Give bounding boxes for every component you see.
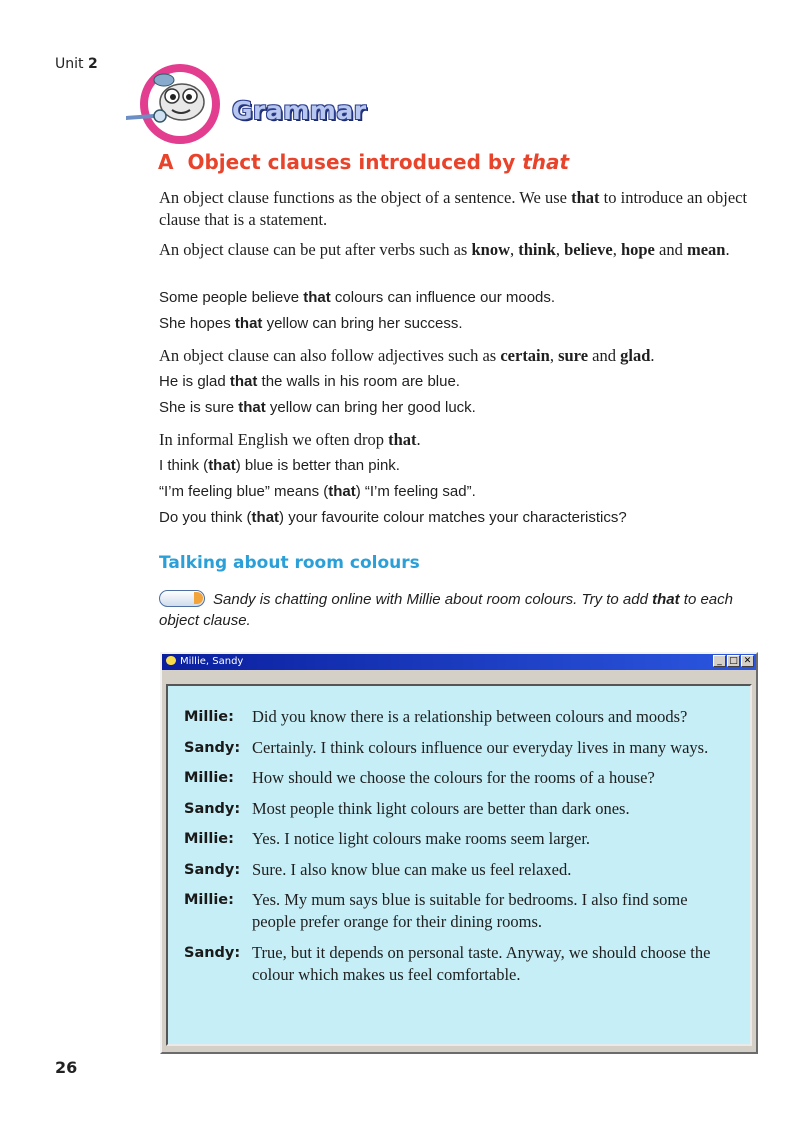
text: She is sure: [159, 399, 239, 416]
keyword: that: [328, 483, 356, 500]
subsection-heading: Talking about room colours: [159, 553, 420, 573]
text: ,: [612, 240, 621, 259]
section-a-heading: [158, 150, 569, 174]
grammar-mascot-icon: [124, 58, 228, 146]
chat-line: [184, 828, 730, 850]
keyword: that: [571, 188, 600, 207]
text: .: [725, 240, 730, 259]
text: I think (: [159, 457, 209, 474]
message-text: True, but it depends on personal taste. Anyway, we should choose the colour which makes us feel comfortable.: [252, 942, 711, 984]
keyword: that: [251, 509, 280, 526]
speaker-name: Millie:: [184, 770, 234, 786]
grammar-title: Grammar: [232, 96, 367, 125]
text: Some people believe: [159, 289, 304, 306]
keyword: believe: [564, 240, 613, 259]
task-pill-icon: [159, 590, 205, 607]
example-4: [159, 398, 759, 418]
text: Do you think (: [159, 509, 252, 526]
speaker-name: Sandy:: [184, 944, 241, 961]
paragraph-4: [159, 429, 759, 451]
keyword: hope: [620, 240, 655, 259]
unit-text: Unit: [55, 56, 84, 72]
keyword: that: [234, 315, 263, 332]
close-button[interactable]: ✕: [741, 655, 754, 667]
chat-line: [184, 859, 730, 881]
text: to introduce an object clause that is a statement.: [159, 188, 748, 229]
message-text: Certainly. I think colours influence our everyday lives in many ways.: [252, 737, 709, 757]
speaker-name: Millie:: [184, 831, 234, 847]
speaker-name: Sandy:: [184, 800, 241, 817]
text: Sandy is chatting online with Millie about room colours. Try to add: [213, 591, 653, 608]
example-5: [159, 456, 759, 476]
chat-bubble-icon: [166, 656, 176, 665]
paragraph-2: [159, 239, 759, 261]
example-7: [159, 508, 759, 528]
text: ) your favourite colour matches your characteristics?: [279, 509, 627, 526]
text: In informal English we often drop: [159, 430, 389, 449]
maximize-button[interactable]: □: [727, 655, 740, 667]
paragraph-1: [159, 187, 759, 231]
example-3: [159, 372, 759, 392]
message-text: How should we choose the colours for the rooms of a house?: [252, 768, 655, 787]
keyword: sure: [558, 346, 589, 365]
text: ) blue is better than pink.: [235, 457, 400, 474]
chat-line: [184, 767, 730, 789]
chat-line: [184, 798, 730, 820]
text: yellow can bring her success.: [262, 315, 463, 332]
chat-line: [184, 706, 730, 728]
chat-window: [160, 652, 758, 1054]
page-number: 26: [55, 1058, 78, 1077]
keyword: think: [518, 240, 556, 259]
chat-titlebar[interactable]: [162, 654, 756, 670]
window-controls: [713, 655, 754, 667]
text: ,: [549, 346, 559, 365]
keyword: that: [303, 289, 331, 306]
chat-transcript: [166, 684, 752, 1046]
text: She hopes: [159, 315, 235, 332]
keyword: that: [238, 399, 266, 416]
keyword: that: [208, 457, 236, 474]
unit-label: [55, 56, 98, 72]
chat-window-title: Millie, Sandy: [180, 656, 244, 667]
message-text: Yes. I notice light colours make rooms seem larger.: [252, 829, 591, 848]
text: to each object clause.: [159, 591, 733, 629]
minimize-button[interactable]: _: [713, 655, 726, 667]
example-6: [159, 482, 759, 502]
keyword: certain: [500, 346, 550, 365]
speaker-name: Millie:: [184, 892, 234, 908]
paragraph-3: [159, 345, 759, 367]
unit-number: 2: [87, 56, 98, 72]
keyword: that: [229, 373, 258, 390]
text: “I’m feeling blue” means (: [159, 483, 329, 500]
text: ,: [555, 240, 565, 259]
example-2: [159, 314, 759, 334]
text: An object clause functions as the object of a sentence. We use: [159, 188, 572, 207]
text: An object clause can be put after verbs such as: [159, 240, 472, 259]
text: .: [416, 430, 421, 449]
text: colours can influence our moods.: [330, 289, 556, 306]
task-instruction: [159, 589, 759, 631]
keyword: know: [471, 240, 510, 259]
speaker-name: Sandy:: [184, 739, 241, 756]
message-text: Did you know there is a relationship between colours and moods?: [252, 707, 688, 726]
text: An object clause can also follow adjectives such as: [159, 346, 501, 365]
chat-line: [184, 737, 730, 759]
section-heading-emphasis: that: [522, 150, 570, 174]
speaker-name: Millie:: [184, 709, 234, 725]
keyword: mean: [686, 240, 726, 259]
chat-line: [184, 942, 730, 986]
text: .: [650, 346, 655, 365]
section-heading-text: Object clauses introduced by: [187, 150, 523, 174]
section-letter: A: [158, 150, 174, 174]
text: and: [588, 346, 621, 365]
text: ) “I’m feeling sad”.: [355, 483, 476, 500]
text: He is glad: [159, 373, 230, 390]
keyword: that: [388, 430, 417, 449]
text: ,: [510, 240, 519, 259]
example-1: [159, 288, 759, 308]
text: yellow can bring her good luck.: [265, 399, 476, 416]
message-text: Sure. I also know blue can make us feel relaxed.: [252, 859, 572, 879]
message-text: Yes. My mum says blue is suitable for bedrooms. I also find some people prefer orange for their dining rooms.: [252, 890, 688, 931]
speaker-name: Sandy:: [184, 861, 241, 878]
text: the walls in his room are blue.: [257, 373, 460, 390]
chat-line: [184, 889, 730, 933]
keyword: glad: [620, 346, 651, 365]
message-text: Most people think light colours are better than dark ones.: [252, 798, 630, 818]
text: and: [654, 240, 687, 259]
keyword: that: [652, 591, 680, 608]
